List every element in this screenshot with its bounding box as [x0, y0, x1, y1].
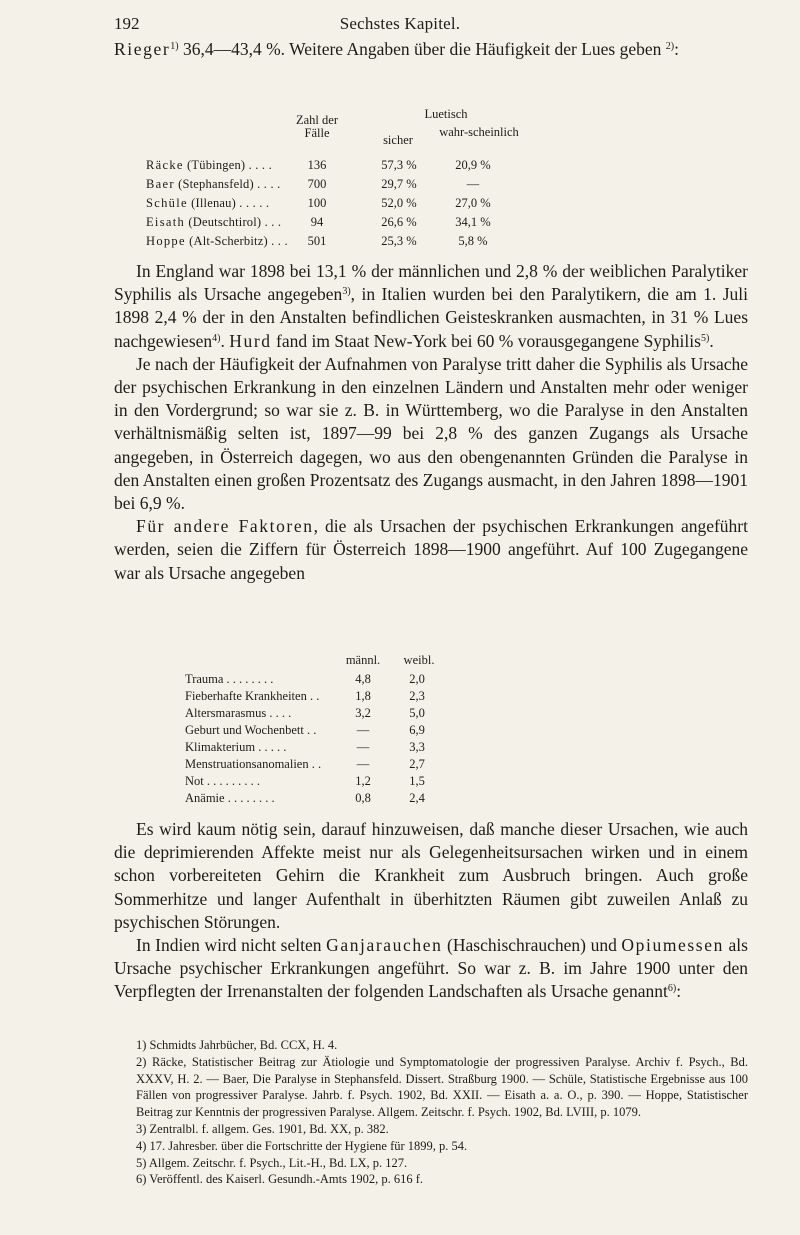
table2-row	[185, 723, 505, 740]
emphasis-ganja: Ganjarauchen	[326, 935, 443, 956]
cell-cases: 100	[307, 196, 327, 210]
cell-male: 1,2	[355, 774, 371, 788]
cell-certain: 52,0 %	[381, 196, 417, 210]
row-label: Räcke (Tübingen) . . . .	[146, 158, 272, 172]
cell-female: 6,9	[409, 723, 425, 737]
intro-text: 36,4—43,4 %. Weitere Angaben über die Häufigkeit der Lues geben	[178, 39, 666, 59]
cell-male: —	[356, 757, 370, 771]
cell-male: —	[356, 740, 370, 754]
table2-header	[335, 653, 485, 671]
row-label: Altersmarasmus . . . .	[185, 706, 292, 720]
row-label: Not . . . . . . . . .	[185, 774, 260, 788]
cell-cases: 700	[307, 177, 327, 191]
page-header	[0, 6, 800, 34]
footnote-5: 5) Allgem. Zeitschr. f. Psych., Lit.-H., Bd. LX, p. 127.	[136, 1155, 408, 1170]
footnote-ref-6[interactable]: 6)	[667, 983, 677, 995]
row-label: Eisath (Deutschtirol) . . .	[146, 215, 282, 229]
row-label: Klimakterium . . . . .	[185, 740, 287, 754]
row-label: Baer (Stephansfeld) . . . .	[146, 177, 281, 191]
intro-end: :	[674, 39, 679, 59]
paragraph-other-factors: Für andere Faktoren, die als Ursachen der psychischen Erkrankungen angeführt werden, seien die Ziffern für Österreich 1898—1900 angeführt. Auf 100 Zugegangene war als Ursache angegeben	[114, 516, 748, 583]
row-label: Schüle (Illenau) . . . . .	[146, 196, 270, 210]
author-rieger: Rieger	[114, 39, 171, 59]
cell-female: 2,4	[409, 791, 425, 805]
cell-male: 1,8	[355, 689, 371, 703]
header-probable: wahr-scheinlich	[439, 125, 519, 139]
table2-row	[185, 706, 505, 723]
cell-certain: 25,3 %	[381, 234, 417, 248]
cell-cases: 501	[307, 234, 327, 248]
header-female: weibl.	[403, 653, 435, 667]
cell-certain: 57,3 %	[381, 158, 417, 172]
cell-male: —	[356, 723, 370, 737]
table2-row	[185, 740, 505, 757]
table1-row	[146, 158, 616, 177]
cell-probable: 5,8 %	[458, 234, 488, 248]
table1-row	[146, 234, 616, 253]
cell-female: 3,3	[409, 740, 425, 754]
paragraph-england: In England war 1898 bei 13,1 % der männlichen und 2,8 % der weiblichen Paralytiker Syphilis als Ursache angegeben$^{3)}$, in Italien wurden bei den Paralytikern, die am 1. Juli 1898 2,4 % der in den Anstalten befindlichen Geisteskranken ausmachten, in 31 % Lues nachgewiesen$^{4)}$. Hurd fand im Staat New-York bei 60 % vorausgegangene Syphilis$^{5)}$.	[114, 261, 748, 351]
cell-female: 2,3	[409, 689, 425, 703]
cell-probable: 20,9 %	[455, 158, 491, 172]
table2-row	[185, 757, 505, 774]
cell-probable: 27,0 %	[455, 196, 491, 210]
table2-row	[185, 672, 505, 689]
paragraph-frequency: Je nach der Häufigkeit der Aufnahmen von Paralyse tritt daher die Syphilis als Ursache der psychischen Erkrankung in den einzelnen Ländern und Anstalten mehr oder weniger in den Vordergrund; so war sie z. B. in Württemberg, wo die Paralyse in den Anstalten verhältnismäßig selten ist, 1897—99 bei 2,8 % des ganzen Zugangs als Ursache angegeben, in Österreich dagegen, wo aus den obengenannten Gründen die Paralyse in den Anstalten einen großen Prozentsatz des Zugangs ausmacht, in den Jahren 1898—1901 bei 6,9 %.	[114, 353, 748, 514]
running-head: Sechstes Kapitel.	[339, 14, 461, 33]
cell-female: 5,0	[409, 706, 425, 720]
footnote-ref-5[interactable]: 5)	[700, 332, 710, 344]
footnotes	[114, 1037, 748, 1188]
cell-female: 1,5	[409, 774, 425, 788]
cell-female: 2,7	[409, 757, 425, 771]
cell-cases: 136	[307, 158, 327, 172]
footnote-1: 1) Schmidts Jahrbücher, Bd. CCX, H. 4.	[136, 1038, 338, 1052]
header-male: männl.	[345, 653, 381, 667]
row-label: Anämie . . . . . . . .	[185, 791, 275, 805]
body-text-lower	[114, 818, 748, 1004]
row-label: Fieberhafte Krankheiten . .	[185, 689, 320, 703]
row-label: Menstruationsanomalien . .	[185, 757, 322, 771]
header-cases: Zahl der Fälle	[296, 113, 338, 140]
cell-male: 3,2	[355, 706, 371, 720]
footnote-ref-2[interactable]: 2)	[665, 41, 675, 52]
cell-probable: 34,1 %	[455, 215, 491, 229]
cell-male: 4,8	[355, 672, 371, 686]
emphasis-opium: Opiumessen	[621, 935, 724, 956]
page-number: 192	[114, 14, 140, 33]
cell-cases: 94	[310, 215, 324, 229]
cell-male: 0,8	[355, 791, 371, 805]
paragraph-occasional-causes: Es wird kaum nötig sein, darauf hinzuweisen, daß manche dieser Ursachen, wie auch die deprimierenden Affekte meist nur als Gelegenheitsursachen wirken und in einem schon vorbereiteten Gehirn die Krankheit zum Ausbruch bringen. Auch große Sommerhitze und langer Aufenthalt in überhitzten Räumen gibt zuweilen Anlaß zu psychischen Störungen.	[114, 819, 748, 932]
author-hurd: Hurd	[229, 330, 272, 351]
row-label: Trauma . . . . . . . .	[185, 672, 274, 686]
row-label: Hoppe (Alt-Scherbitz) . . .	[146, 234, 288, 248]
table2-row	[185, 774, 505, 791]
footnote-2: 2) Räcke, Statistischer Beitrag zur Ätiologie und Symptomatologie der progressiven Paralyse. Archiv f. Psych., Bd. XXXV, H. 2. — Baer, Die Paralyse in Stephansfeld. Dissert. Straßburg 1900. — Schüle, Statistische Ergebnisse aus 100 Fällen von progressiver Paralyse. Jahrb. f. Psych. 1902, Bd. XXII. — Eisath a. a. O., p. 390. — Hoppe, Statistischer Beitrag zur Kenntnis der progressiven Paralyse. Allgem. Zeitschr. f. Psych. 1902, Bd. LVIII, p. 1079.	[136, 1054, 748, 1120]
cell-certain: 29,7 %	[381, 177, 417, 191]
footnote-ref-1[interactable]: 1)	[170, 41, 179, 52]
cell-female: 2,0	[409, 672, 425, 686]
paragraph-india: In Indien wird nicht selten Ganjarauchen (Haschischrauchen) und Opiumessen als Ursache psychischer Erkrankungen angeführt. So war z. B. im Jahre 1900 unter den Verpflegten der Irrenanstalten der folgenden Landschaften als Ursache genannt$^{6)}$:	[114, 935, 748, 1002]
header-luetic: Luetisch	[424, 107, 468, 121]
table1-row	[146, 196, 616, 215]
footnote-3: 3) Zentralbl. f. allgem. Ges. 1901, Bd. XX, p. 382.	[136, 1121, 389, 1136]
table2-row	[185, 689, 505, 706]
table1-header	[146, 108, 616, 158]
cell-probable: —	[466, 177, 480, 191]
emphasis-other-factors: Für andere Faktoren	[136, 516, 314, 537]
footnote-ref-4[interactable]: 4)	[212, 332, 221, 344]
footnote-4: 4) 17. Jahresber. über die Fortschritte der Hygiene für 1899, p. 54.	[136, 1138, 468, 1153]
table1-row	[146, 215, 616, 234]
body-text-upper	[114, 260, 748, 585]
footnote-ref-3[interactable]: 3)	[342, 286, 351, 298]
cell-certain: 26,6 %	[381, 215, 417, 229]
table2-row	[185, 791, 505, 808]
table1-row	[146, 177, 616, 196]
header-certain: sicher	[383, 133, 413, 147]
row-label: Geburt und Wochenbett . .	[185, 723, 317, 737]
footnote-6: 6) Veröffentl. des Kaiserl. Gesundh.-Amts 1902, p. 616 f.	[136, 1172, 423, 1187]
intro-paragraph	[114, 38, 748, 61]
